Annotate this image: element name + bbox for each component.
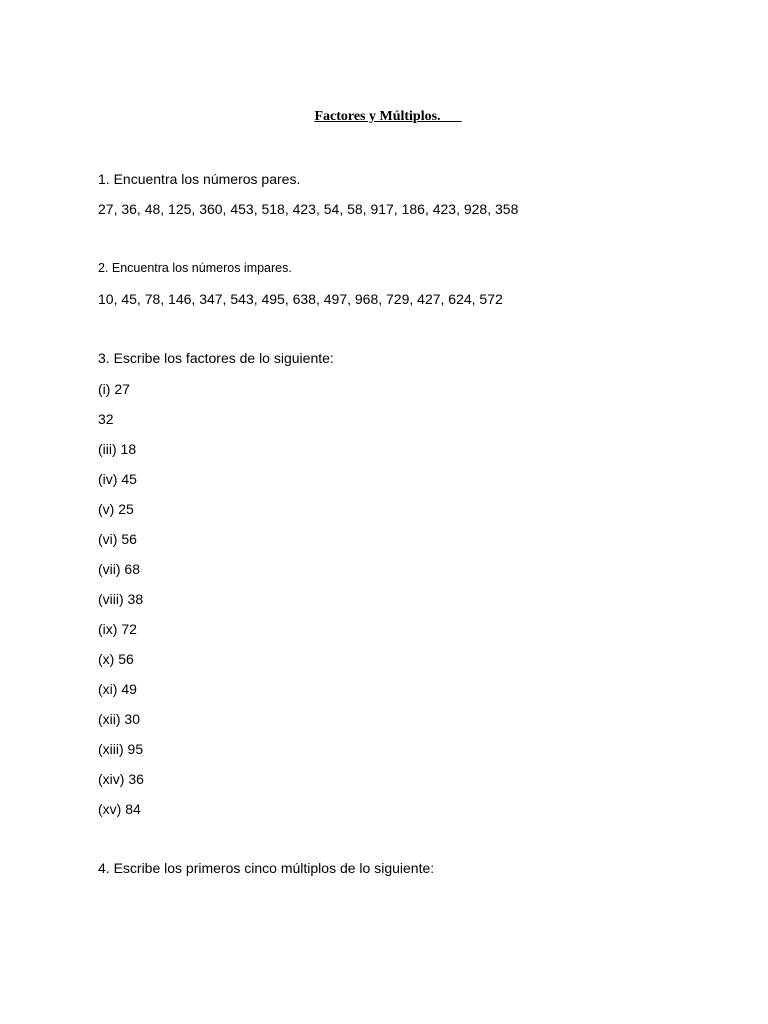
factor-item: (ix) 72 <box>98 621 137 637</box>
factor-item: (vii) 68 <box>98 561 141 577</box>
page-title: Factores y Múltiplos. <box>314 109 462 124</box>
factor-item: (xv) 84 <box>98 801 141 817</box>
question-2-numbers: 10, 45, 78, 146, 347, 543, 495, 638, 497, 968, 729, 427, 624, 572 <box>98 291 503 307</box>
factor-item: (iv) 45 <box>98 471 137 487</box>
factor-item: (xiv) 36 <box>98 771 144 787</box>
factor-item: (x) 56 <box>98 651 134 667</box>
factor-item: (xi) 49 <box>98 681 137 697</box>
factor-item: (xiii) 95 <box>98 741 144 757</box>
factor-item: (vi) 56 <box>98 531 137 547</box>
factor-item: (xii) 30 <box>98 711 141 727</box>
question-4-heading: 4. Escribe los primeros cinco múltiplos de lo siguiente: <box>98 860 435 876</box>
question-2-heading: 2. Encuentra los números impares. <box>98 261 292 275</box>
question-3-heading: 3. Escribe los factores de lo siguiente: <box>98 350 334 366</box>
factor-item: 32 <box>98 411 114 427</box>
question-1-heading: 1. Encuentra los números pares. <box>98 171 301 187</box>
question-1-numbers: 27, 36, 48, 125, 360, 453, 518, 423, 54, 58, 917, 186, 423, 928, 358 <box>98 201 519 217</box>
factor-item: (v) 25 <box>98 501 134 517</box>
factor-item: (i) 27 <box>98 381 130 397</box>
factor-item: (viii) 38 <box>98 591 144 607</box>
factor-item: (iii) 18 <box>98 441 137 457</box>
